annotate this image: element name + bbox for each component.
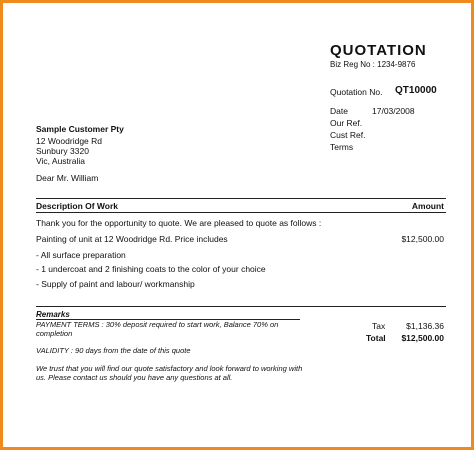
payment-terms-line2: completion xyxy=(36,329,73,338)
intro-text: Thank you for the opportunity to quote. We are pleased to quote as follows : xyxy=(36,218,322,228)
work-item-amount: $12,500.00 xyxy=(401,234,444,244)
divider-remarks xyxy=(36,306,446,307)
closing-line1: We trust that you will find our quote satisfactory and look forward to working with xyxy=(36,364,303,373)
quotation-no-value: QT10000 xyxy=(395,85,437,96)
bullet-item: - 1 undercoat and 2 finishing coats to the color of your choice xyxy=(36,264,266,274)
date-value: 17/03/2008 xyxy=(372,106,415,116)
payment-terms-line1: PAYMENT TERMS : 30% deposit required to start work, Balance 70% on xyxy=(36,320,279,329)
biz-reg-number: Biz Reg No : 1234-9876 xyxy=(330,60,416,69)
customer-address-line3: Vic, Australia xyxy=(36,156,85,166)
quotation-no-label: Quotation No. xyxy=(330,87,383,97)
closing-line2: us. Please contact us should you have any questions at all. xyxy=(36,373,233,382)
bullet-item: - All surface preparation xyxy=(36,250,126,260)
tax-label: Tax xyxy=(372,321,386,331)
divider-header xyxy=(36,212,446,213)
cust-ref-label: Cust Ref. xyxy=(330,130,366,140)
greeting: Dear Mr. William xyxy=(36,173,99,183)
document-title: QUOTATION xyxy=(330,42,427,59)
description-header: Description Of Work xyxy=(36,201,119,211)
customer-name: Sample Customer Pty xyxy=(36,124,124,134)
bullet-item: - Supply of paint and labour/ workmanship xyxy=(36,279,195,289)
tax-value: $1,136.36 xyxy=(406,321,444,331)
work-item: Painting of unit at 12 Woodridge Rd. Price includes xyxy=(36,234,228,244)
our-ref-label: Our Ref. xyxy=(330,118,363,128)
remarks-header: Remarks xyxy=(36,310,70,319)
total-label: Total xyxy=(366,333,386,343)
amount-header: Amount xyxy=(411,201,444,211)
customer-address-line2: Sunbury 3320 xyxy=(36,146,89,156)
divider-top xyxy=(36,198,446,199)
date-label: Date xyxy=(330,106,348,116)
terms-label: Terms xyxy=(330,142,354,152)
customer-address-line1: 12 Woodridge Rd xyxy=(36,136,102,146)
validity-text: VALIDITY : 90 days from the date of this quote xyxy=(36,346,191,355)
total-value: $12,500.00 xyxy=(401,333,444,343)
